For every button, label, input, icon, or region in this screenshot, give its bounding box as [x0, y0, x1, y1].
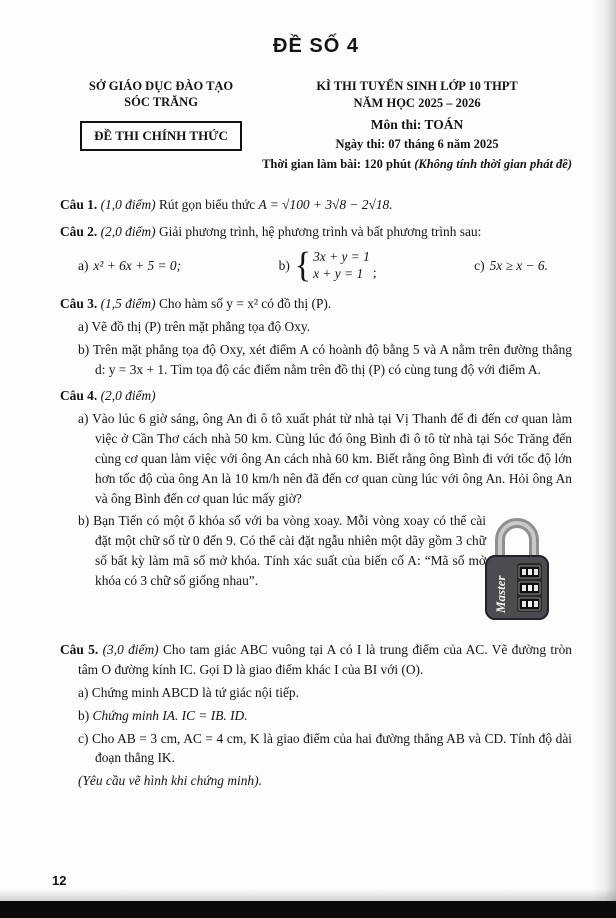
exam-date-line: Ngày thi: 07 tháng 6 năm 2025 — [335, 137, 499, 152]
question-4 — [60, 386, 572, 633]
official-exam-box: ĐỀ THI CHÍNH THỨC — [80, 121, 242, 151]
system-lines — [313, 249, 370, 283]
equation-system — [294, 246, 377, 286]
system-line-1: 3x + y = 1 — [313, 249, 370, 265]
question-5 — [60, 640, 572, 791]
question-5-label: Câu 5. — [60, 642, 99, 658]
question-4-item-b — [60, 511, 572, 633]
item-b-text: Trên mặt phẳng tọa độ Oxy, xét điểm A có hoành độ bằng 5 và A nằm trên đường thẳng d: y = 3x + 1. Tìm tọa độ các điểm nằm trên đồ thị (P) có cùng tung độ với điểm A. — [92, 341, 572, 377]
item-c-inequality: 5x ≥ x − 6. — [489, 258, 548, 274]
question-2-item-c — [474, 256, 548, 276]
question-3-item-b — [60, 340, 572, 380]
question-3-intro: Cho hàm số y = x² có đồ thị (P). — [158, 296, 332, 312]
question-4-label: Câu 4. — [60, 388, 98, 404]
question-1-points: (1,0 điểm) — [100, 197, 156, 213]
item-b-marker: b) — [78, 513, 90, 529]
question-2-points: (2,0 điểm) — [100, 224, 156, 240]
system-brace: { — [294, 246, 312, 286]
item-a-text: Vào lúc 6 giờ sáng, ông An đi ô tô xuất phát từ nhà tại Vị Thanh để đi đến cơ quan làm việc ở Cần Thơ cách nhà 50 km. Cùng lúc đó ông Bình đi ô tô từ nhà tại Sóc Trăng đến cùng cơ quan làm việc với ông An cách nhà 60 km. Biết rằng ông Bình đi với tốc độ lớn hơn tốc độ của ông An là 10 km/h nên đã đến cơ quan cùng lúc với ông An. Hỏi ông An và ông Bình đến cơ quan lúc mấy giờ? — [92, 411, 572, 506]
system-line-2: x + y = 1 — [313, 266, 364, 282]
header-right-block — [262, 78, 572, 174]
duration-line — [262, 156, 572, 174]
question-5-item-b — [60, 706, 572, 726]
duration-note: (Không tính thời gian phát đề) — [414, 156, 572, 171]
question-2-items-row — [60, 245, 572, 287]
scan-edge-bottom-bar — [0, 901, 616, 918]
page-content — [60, 24, 572, 804]
question-5-line — [60, 640, 572, 680]
question-1 — [60, 195, 572, 215]
header-left-block — [60, 78, 262, 151]
item-b-text: Bạn Tiến có một ổ khóa số với ba vòng xoay. Mỗi vòng xoay có thể cài đặt một chữ số từ 0 đến 9. Có thể cài đặt ngẫu nhiên một dãy gồm 3 chữ số bất kỳ làm mã số mở khóa. Tính xác suất của biến cố A: “Mã số mở khóa có 3 chữ số giống nhau”. — [93, 513, 486, 588]
question-3-points: (1,5 điểm) — [100, 296, 156, 312]
question-3-label: Câu 3. — [60, 296, 98, 312]
question-5-note: (Yêu cầu vẽ hình khi chứng minh). — [78, 773, 262, 789]
system-suffix: ; — [372, 265, 377, 281]
question-1-intro: Rút gọn biểu thức — [158, 197, 256, 213]
question-3-line — [60, 294, 572, 314]
item-b-marker: b) — [78, 341, 90, 357]
item-a-text: Chứng minh ABCD là tứ giác nội tiếp. — [91, 684, 299, 700]
item-a-marker: a) — [78, 318, 89, 334]
item-a-marker: a) — [78, 684, 89, 700]
exam-name-line-1: KÌ THI TUYỂN SINH LỚP 10 THPT — [316, 78, 518, 93]
question-5-intro: Cho tam giác ABC vuông tại A có I là trung điểm của AC. Vẽ đường tròn tâm O đường kính IC. Gọi D là giao điểm khác I của BI với (O). — [78, 642, 572, 678]
item-b-marker: b) — [78, 707, 90, 723]
question-4-item-a — [60, 409, 572, 508]
item-c-marker: c) — [474, 258, 485, 274]
item-a-equation: x² + 6x + 5 = 0; — [93, 258, 182, 274]
exam-header — [60, 78, 572, 174]
question-2-item-b — [278, 246, 377, 286]
question-2-label: Câu 2. — [60, 224, 98, 240]
question-4-points: (2,0 điểm) — [100, 388, 156, 404]
scan-edge-right — [592, 0, 616, 918]
question-4-line — [60, 386, 572, 406]
padlock-image — [479, 513, 555, 623]
item-a-marker: a) — [78, 411, 89, 427]
page-title: ĐỀ SỐ 4 — [273, 35, 359, 57]
question-5-points: (3,0 điểm) — [102, 642, 159, 658]
question-3 — [60, 294, 572, 379]
question-2 — [60, 222, 572, 287]
question-5-item-c — [60, 729, 572, 769]
padlock-brand-text: Master — [493, 575, 508, 614]
item-c-marker: c) — [78, 730, 89, 746]
questions-block — [60, 195, 572, 791]
scan-edge-bottom-shadow — [0, 889, 616, 901]
item-a-marker: a) — [78, 258, 89, 274]
question-2-intro: Giải phương trình, hệ phương trình và bất phương trình sau: — [158, 224, 482, 240]
item-c-text: Cho AB = 3 cm, AC = 4 cm, K là giao điểm của hai đường thẳng AB và CD. Tính độ dài đoạn thẳng IK. — [91, 730, 572, 766]
page-number: 12 — [52, 873, 67, 888]
padlock-illustration — [493, 513, 572, 629]
department-line-1: SỞ GIÁO DỤC ĐÀO TẠO — [88, 78, 234, 93]
question-2-line — [60, 222, 572, 242]
item-b-text: Chứng minh IA. IC = IB. ID. — [92, 707, 248, 723]
question-2-item-a — [78, 256, 181, 276]
question-1-formula: A = √100 + 3√8 − 2√18. — [258, 197, 393, 213]
duration-text: Thời gian làm bài: 120 phút — [262, 156, 415, 171]
department-line-2: SÓC TRĂNG — [124, 95, 198, 110]
question-5-item-a — [60, 683, 572, 703]
subject-line: Môn thi: TOÁN — [370, 116, 464, 132]
item-a-text: Vẽ đồ thị (P) trên mặt phẳng tọa độ Oxy. — [91, 318, 311, 334]
item-b-marker: b) — [278, 258, 290, 274]
question-3-item-a — [60, 317, 572, 337]
question-1-line — [60, 195, 572, 215]
question-1-label: Câu 1. — [60, 197, 98, 213]
exam-name-line-2: NĂM HỌC 2025 – 2026 — [353, 96, 481, 111]
